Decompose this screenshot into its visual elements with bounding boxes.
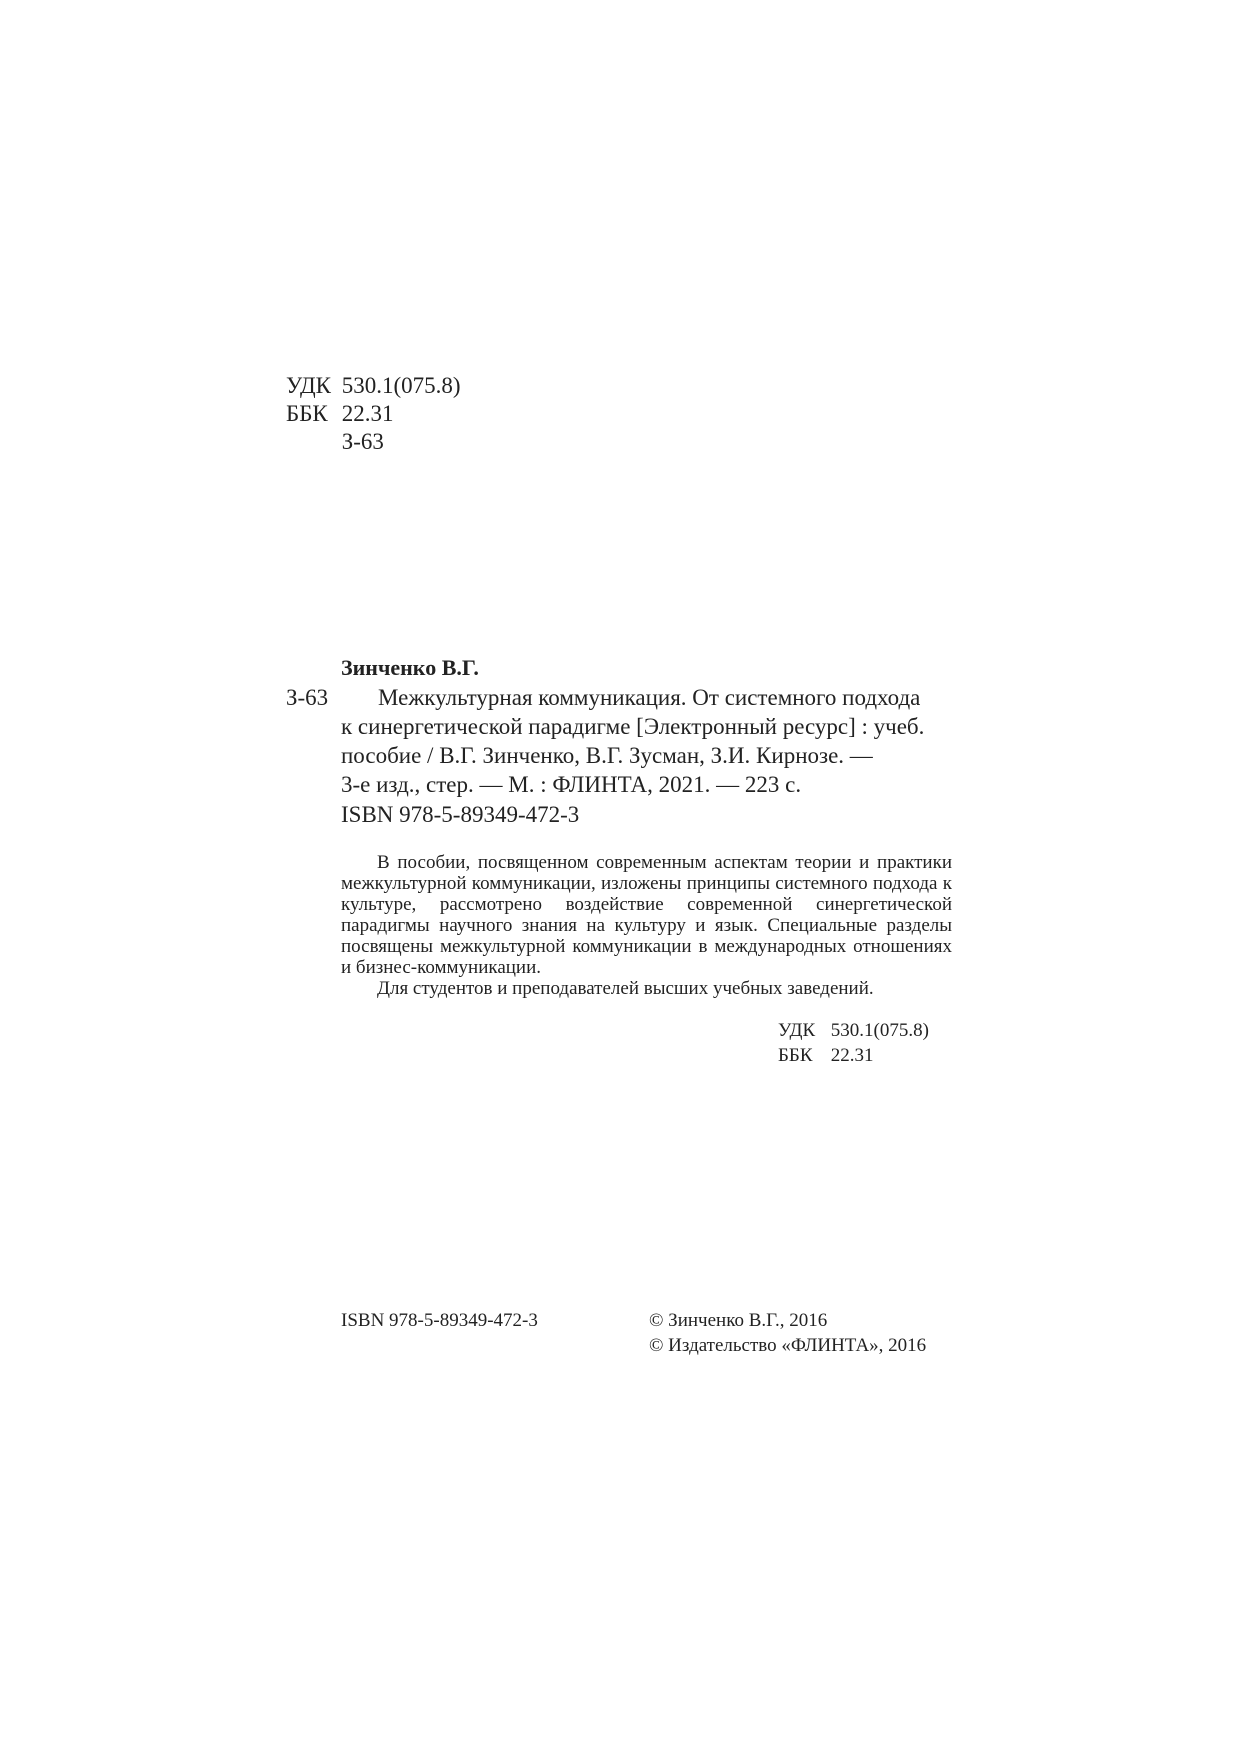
annotation-paragraph-2: Для студентов и преподавателей высших учебных заведений. [377, 978, 874, 999]
entry-description-line-1: Межкультурная коммуникация. От системного подхода [378, 685, 921, 710]
bottom-bbk-label: ББК [778, 1045, 813, 1066]
entry-description-line-2: к синергетической парадигме [Электронный ресурс] : учеб. [341, 714, 925, 739]
copyright-publisher: © Издательство «ФЛИНТА», 2016 [649, 1335, 927, 1356]
entry-author: Зинченко В.Г. [341, 655, 479, 680]
annotation [341, 852, 952, 999]
top-udk-value: 530.1(075.8) [341, 373, 461, 398]
bottom-bbk-value: 22.31 [830, 1045, 874, 1066]
top-author-mark-row [286, 428, 461, 456]
bottom-udk-row [778, 1018, 929, 1043]
entry-description [341, 683, 924, 799]
top-author-mark: З-63 [341, 429, 384, 454]
footer-isbn: ISBN 978-5-89349-472-3 [341, 1310, 538, 1331]
top-bbk-value: 22.31 [341, 401, 394, 426]
copyright-author: © Зинченко В.Г., 2016 [649, 1310, 828, 1331]
top-udk-label: УДК [286, 373, 331, 398]
top-bbk-row [286, 400, 461, 428]
entry-mark: З-63 [286, 685, 329, 710]
bottom-udk-label: УДК [778, 1020, 816, 1041]
bottom-bbk-row [778, 1043, 929, 1068]
footer-copyrights [649, 1308, 926, 1358]
bottom-udk-value: 530.1(075.8) [830, 1020, 929, 1041]
entry-description-line-4: 3-е изд., стер. — М. : ФЛИНТА, 2021. — 223 с. [341, 772, 802, 797]
annotation-paragraph-1: В пособии, посвященном современным аспектам теории и практики межкультурной коммуникации, изложены принципы системного подхода к культуре, рассмотрено воздействие современной синергетической парадигмы научного знания на культуру и язык. Специальные разделы посвящены межкультурной коммуникации в международных отношениях и бизнес-коммуникации. [341, 852, 952, 978]
entry-description-line-3: пособие / В.Г. Зинченко, В.Г. Зусман, З.И. Кирнозе. — [341, 743, 873, 768]
top-classification [286, 372, 461, 456]
bottom-classification [778, 1018, 929, 1068]
top-udk-row [286, 372, 461, 400]
entry-isbn: ISBN 978-5-89349-472-3 [341, 802, 580, 827]
top-bbk-label: ББК [286, 401, 328, 426]
